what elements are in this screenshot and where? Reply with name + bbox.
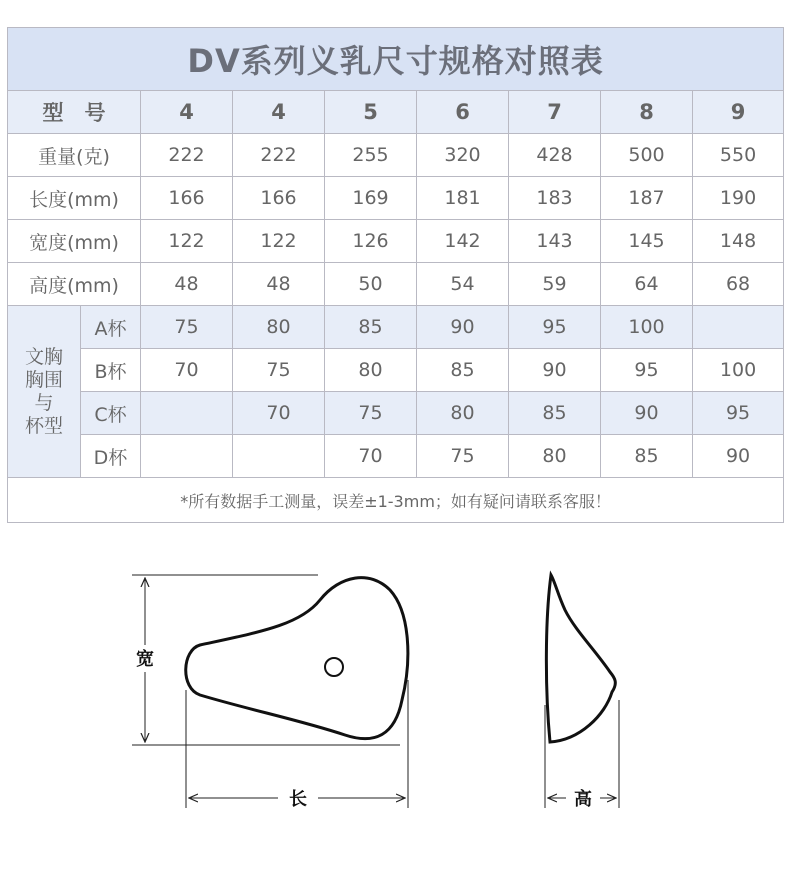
table-cell: 85: [325, 306, 417, 349]
height-dimension: [545, 700, 619, 810]
row-label-height: 高度(mm): [8, 263, 141, 306]
table-cell: 148: [693, 220, 784, 263]
table-cell: 90: [417, 306, 509, 349]
table-cell: 75: [417, 435, 509, 478]
model-header-cell: 4: [141, 91, 233, 134]
cup-label-d: D杯: [81, 435, 141, 478]
table-cell: 222: [233, 134, 325, 177]
table-cell: 428: [509, 134, 601, 177]
table-cell: 500: [601, 134, 693, 177]
table-cell: [141, 392, 233, 435]
table-cell: 100: [693, 349, 784, 392]
table-cell: 190: [693, 177, 784, 220]
length-label: 长: [289, 789, 307, 810]
model-header-label: 型 号: [8, 91, 141, 134]
table-cell: 95: [509, 306, 601, 349]
page-title: DV系列义乳尺寸规格对照表: [8, 28, 784, 91]
table-cell: 143: [509, 220, 601, 263]
width-dimension: [132, 575, 400, 745]
table-row: [8, 349, 784, 392]
table-cell: [693, 306, 784, 349]
table-cell: 95: [601, 349, 693, 392]
table-cell: 100: [601, 306, 693, 349]
table-cell: 50: [325, 263, 417, 306]
table-row: [8, 220, 784, 263]
table-cell: 70: [233, 392, 325, 435]
table-cell: 122: [141, 220, 233, 263]
cup-label-a: A杯: [81, 306, 141, 349]
table-cell: 85: [601, 435, 693, 478]
table-cell: 48: [233, 263, 325, 306]
model-header-cell: 8: [601, 91, 693, 134]
table-cell: 90: [509, 349, 601, 392]
model-header-cell: 7: [509, 91, 601, 134]
table-cell: 122: [233, 220, 325, 263]
table-cell: 183: [509, 177, 601, 220]
height-label: 高: [574, 789, 592, 810]
table-cell: 142: [417, 220, 509, 263]
row-label-weight: 重量(克): [8, 134, 141, 177]
table-cell: 80: [233, 306, 325, 349]
table-cell: 85: [509, 392, 601, 435]
table-cell: 255: [325, 134, 417, 177]
model-header-cell: 9: [693, 91, 784, 134]
row-label-length: 长度(mm): [8, 177, 141, 220]
cup-group-label: [8, 306, 81, 478]
table-row: [8, 263, 784, 306]
table-cell: 80: [509, 435, 601, 478]
table-cell: 145: [601, 220, 693, 263]
table-cell: 222: [141, 134, 233, 177]
nipple-marker: [325, 658, 343, 676]
table-cell: 95: [693, 392, 784, 435]
table-cell: 80: [325, 349, 417, 392]
table-cell: 85: [417, 349, 509, 392]
table-cell: 54: [417, 263, 509, 306]
table-row: [8, 306, 784, 349]
model-header-cell: 5: [325, 91, 417, 134]
table-cell: 59: [509, 263, 601, 306]
table-cell: 48: [141, 263, 233, 306]
cup-group-text: 文胸 胸围 与 杯型: [24, 345, 63, 437]
table-cell: 126: [325, 220, 417, 263]
width-label: 宽: [136, 649, 154, 670]
row-label-width: 宽度(mm): [8, 220, 141, 263]
size-chart: [7, 27, 783, 523]
table-cell: 75: [233, 349, 325, 392]
table-cell: 70: [141, 349, 233, 392]
table-cell: [233, 435, 325, 478]
measurement-note: *所有数据手工测量，误差±1-3mm；如有疑问请联系客服！: [8, 478, 784, 523]
table-row: [8, 134, 784, 177]
model-header-cell: 6: [417, 91, 509, 134]
table-cell: 166: [141, 177, 233, 220]
table-cell: 70: [325, 435, 417, 478]
table-cell: [141, 435, 233, 478]
table-row: [8, 435, 784, 478]
table-cell: 90: [693, 435, 784, 478]
table-cell: 90: [601, 392, 693, 435]
side-profile-outline: [546, 575, 615, 742]
table-cell: 169: [325, 177, 417, 220]
side-view-shape: [546, 575, 615, 742]
size-table: [7, 27, 784, 523]
table-cell: 181: [417, 177, 509, 220]
cup-label-b: B杯: [81, 349, 141, 392]
prosthesis-outline: [186, 578, 408, 739]
table-cell: 166: [233, 177, 325, 220]
table-cell: 320: [417, 134, 509, 177]
table-cell: 550: [693, 134, 784, 177]
top-view-shape: [186, 578, 408, 739]
table-row: [8, 177, 784, 220]
model-header-cell: 4: [233, 91, 325, 134]
table-cell: 75: [141, 306, 233, 349]
table-cell: 75: [325, 392, 417, 435]
table-cell: 187: [601, 177, 693, 220]
table-cell: 68: [693, 263, 784, 306]
table-cell: 64: [601, 263, 693, 306]
cup-label-c: C杯: [81, 392, 141, 435]
table-row: [8, 392, 784, 435]
table-cell: 80: [417, 392, 509, 435]
dimension-diagram: [0, 560, 790, 840]
